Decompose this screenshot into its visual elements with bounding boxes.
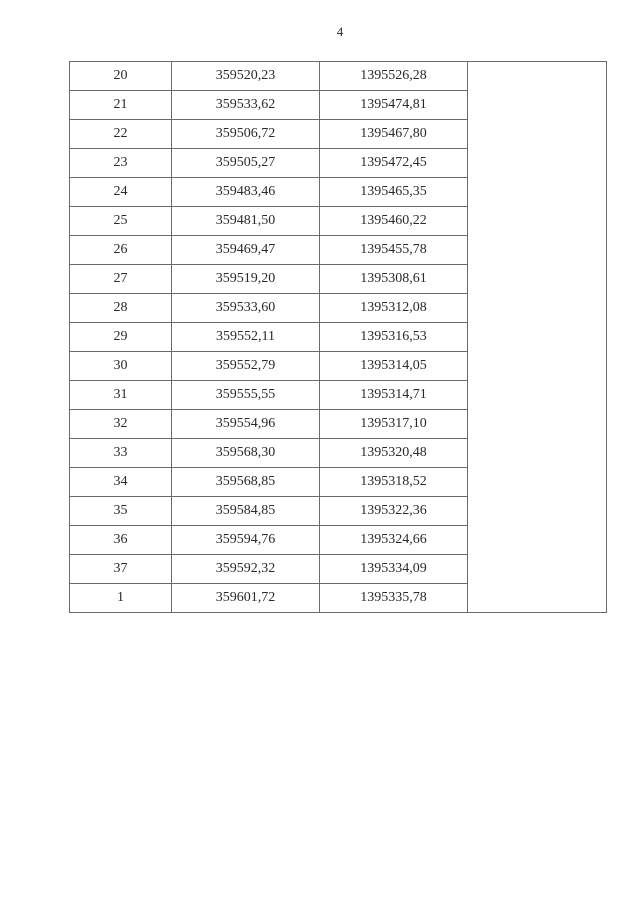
- x-coordinate-cell: 359506,72: [172, 120, 320, 149]
- x-coordinate-cell: 359520,23: [172, 62, 320, 91]
- y-coordinate-cell: 1395320,48: [320, 439, 468, 468]
- y-coordinate-cell: 1395467,80: [320, 120, 468, 149]
- point-number-cell: 27: [70, 265, 172, 294]
- x-coordinate-cell: 359568,85: [172, 468, 320, 497]
- y-coordinate-cell: 1395308,61: [320, 265, 468, 294]
- point-number-cell: 32: [70, 410, 172, 439]
- y-coordinate-cell: 1395334,09: [320, 555, 468, 584]
- x-coordinate-cell: 359481,50: [172, 207, 320, 236]
- point-number-cell: 33: [70, 439, 172, 468]
- point-number-cell: 21: [70, 91, 172, 120]
- coordinates-table-body: [70, 62, 607, 613]
- y-coordinate-cell: 1395316,53: [320, 323, 468, 352]
- page-number: 4: [336, 24, 344, 39]
- point-number-cell: 20: [70, 62, 172, 91]
- y-coordinate-cell: 1395314,05: [320, 352, 468, 381]
- x-coordinate-cell: 359469,47: [172, 236, 320, 265]
- x-coordinate-cell: 359601,72: [172, 584, 320, 613]
- x-coordinate-cell: 359533,60: [172, 294, 320, 323]
- coordinates-table: [69, 61, 607, 613]
- x-coordinate-cell: 359568,30: [172, 439, 320, 468]
- x-coordinate-cell: 359505,27: [172, 149, 320, 178]
- y-coordinate-cell: 1395455,78: [320, 236, 468, 265]
- x-coordinate-cell: 359533,62: [172, 91, 320, 120]
- y-coordinate-cell: 1395318,52: [320, 468, 468, 497]
- point-number-cell: 22: [70, 120, 172, 149]
- y-coordinate-cell: 1395460,22: [320, 207, 468, 236]
- x-coordinate-cell: 359552,79: [172, 352, 320, 381]
- x-coordinate-cell: 359555,55: [172, 381, 320, 410]
- point-number-cell: 28: [70, 294, 172, 323]
- point-number-cell: 29: [70, 323, 172, 352]
- y-coordinate-cell: 1395317,10: [320, 410, 468, 439]
- x-coordinate-cell: 359519,20: [172, 265, 320, 294]
- point-number-cell: 24: [70, 178, 172, 207]
- y-coordinate-cell: 1395472,45: [320, 149, 468, 178]
- y-coordinate-cell: 1395312,08: [320, 294, 468, 323]
- point-number-cell: 36: [70, 526, 172, 555]
- point-number-cell: 31: [70, 381, 172, 410]
- y-coordinate-cell: 1395322,36: [320, 497, 468, 526]
- point-number-cell: 25: [70, 207, 172, 236]
- point-number-cell: 34: [70, 468, 172, 497]
- point-number-cell: 37: [70, 555, 172, 584]
- point-number-cell: 23: [70, 149, 172, 178]
- y-coordinate-cell: 1395474,81: [320, 91, 468, 120]
- notes-cell: [468, 62, 607, 613]
- y-coordinate-cell: 1395335,78: [320, 584, 468, 613]
- y-coordinate-cell: 1395324,66: [320, 526, 468, 555]
- point-number-cell: 1: [70, 584, 172, 613]
- x-coordinate-cell: 359483,46: [172, 178, 320, 207]
- x-coordinate-cell: 359594,76: [172, 526, 320, 555]
- y-coordinate-cell: 1395314,71: [320, 381, 468, 410]
- x-coordinate-cell: 359584,85: [172, 497, 320, 526]
- x-coordinate-cell: 359592,32: [172, 555, 320, 584]
- x-coordinate-cell: 359552,11: [172, 323, 320, 352]
- y-coordinate-cell: 1395526,28: [320, 62, 468, 91]
- y-coordinate-cell: 1395465,35: [320, 178, 468, 207]
- table-row: [70, 62, 607, 91]
- point-number-cell: 30: [70, 352, 172, 381]
- x-coordinate-cell: 359554,96: [172, 410, 320, 439]
- point-number-cell: 35: [70, 497, 172, 526]
- point-number-cell: 26: [70, 236, 172, 265]
